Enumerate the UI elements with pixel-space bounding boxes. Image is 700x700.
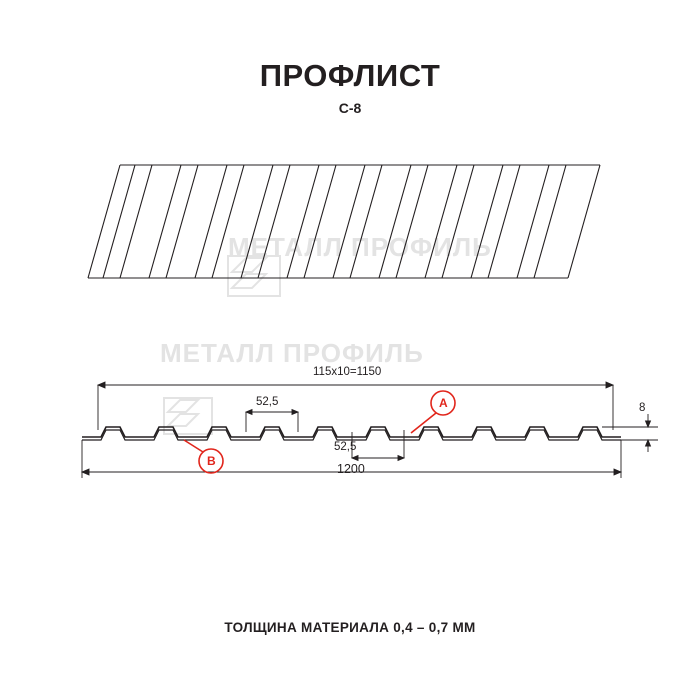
- dimension-rib-pitch-top: 52,5: [256, 396, 279, 408]
- product-model: С-8: [338, 100, 362, 116]
- watermark-text-bottom: МЕТАЛЛ ПРОФИЛЬ: [160, 338, 424, 368]
- isometric-sheet-view: [88, 165, 600, 278]
- watermark-text-top: МЕТАЛЛ ПРОФИЛЬ: [228, 232, 492, 262]
- callout-a-label: A: [439, 396, 448, 410]
- dimension-profile-height: 8: [639, 402, 646, 414]
- callout-b-label: B: [207, 454, 216, 468]
- material-thickness-note: ТОЛЩИНА МАТЕРИАЛА 0,4 – 0,7 ММ: [224, 620, 476, 635]
- watermark-logo-bottom: [164, 398, 212, 434]
- dimension-overall-width: 1200: [337, 462, 365, 476]
- dimension-rib-pitch-bottom: 52,5: [334, 441, 357, 453]
- cross-section-view: [82, 427, 621, 440]
- dimension-overall-useful: 115х10=1150: [313, 366, 382, 378]
- watermark-logo-top: [228, 256, 280, 296]
- page-title: ПРОФЛИСТ: [259, 58, 441, 93]
- callout-b: [184, 440, 223, 473]
